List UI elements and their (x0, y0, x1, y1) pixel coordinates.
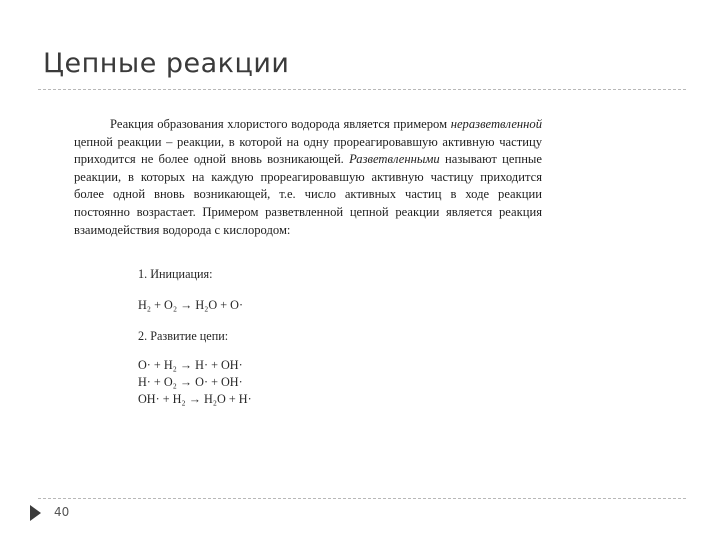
text-segment-3: называют цепные реакции, в которых на каждую прореагировавшую активную частицу приходится более одной вновь возникающей, т.е. число активных частиц в ходе реакции постоянно возрастает. Примером разветвленной цепной реакции является реакция взаимодействия водорода с кислородом: (74, 152, 542, 237)
text-segment-1: Реакция образования хлористого водорода является примером (110, 117, 451, 131)
term-branched: Разветвленными (349, 152, 440, 167)
page-number: 40 (54, 505, 70, 519)
title-divider (38, 89, 686, 90)
reaction-steps (138, 266, 252, 408)
step-propagation-heading: 2. Развитие цепи: (138, 329, 229, 343)
initiation-equation: H₂ + O₂ → H₂O + O· (138, 298, 244, 312)
slide-title: Цепные реакции (43, 48, 290, 79)
paragraph-text (74, 116, 542, 239)
main-paragraph (74, 116, 542, 239)
footer-arrow-icon (30, 505, 41, 521)
step-initiation-heading: 1. Инициация: (138, 267, 213, 281)
propagation-equation-2: H· + O₂ → O· + OH· (138, 375, 243, 389)
propagation-equation-3: OH· + H₂ → H₂O + H· (138, 392, 252, 406)
footer-divider (38, 498, 686, 499)
term-unbranched: неразветвленной (450, 117, 542, 131)
propagation-equation-1: O· + H₂ → H· + OH· (138, 358, 243, 372)
text-segment-2: цепной реакции – реакции, в которой на одну прореагировавшую активную частицу приходится не более одной вновь возникающей. (74, 134, 542, 167)
